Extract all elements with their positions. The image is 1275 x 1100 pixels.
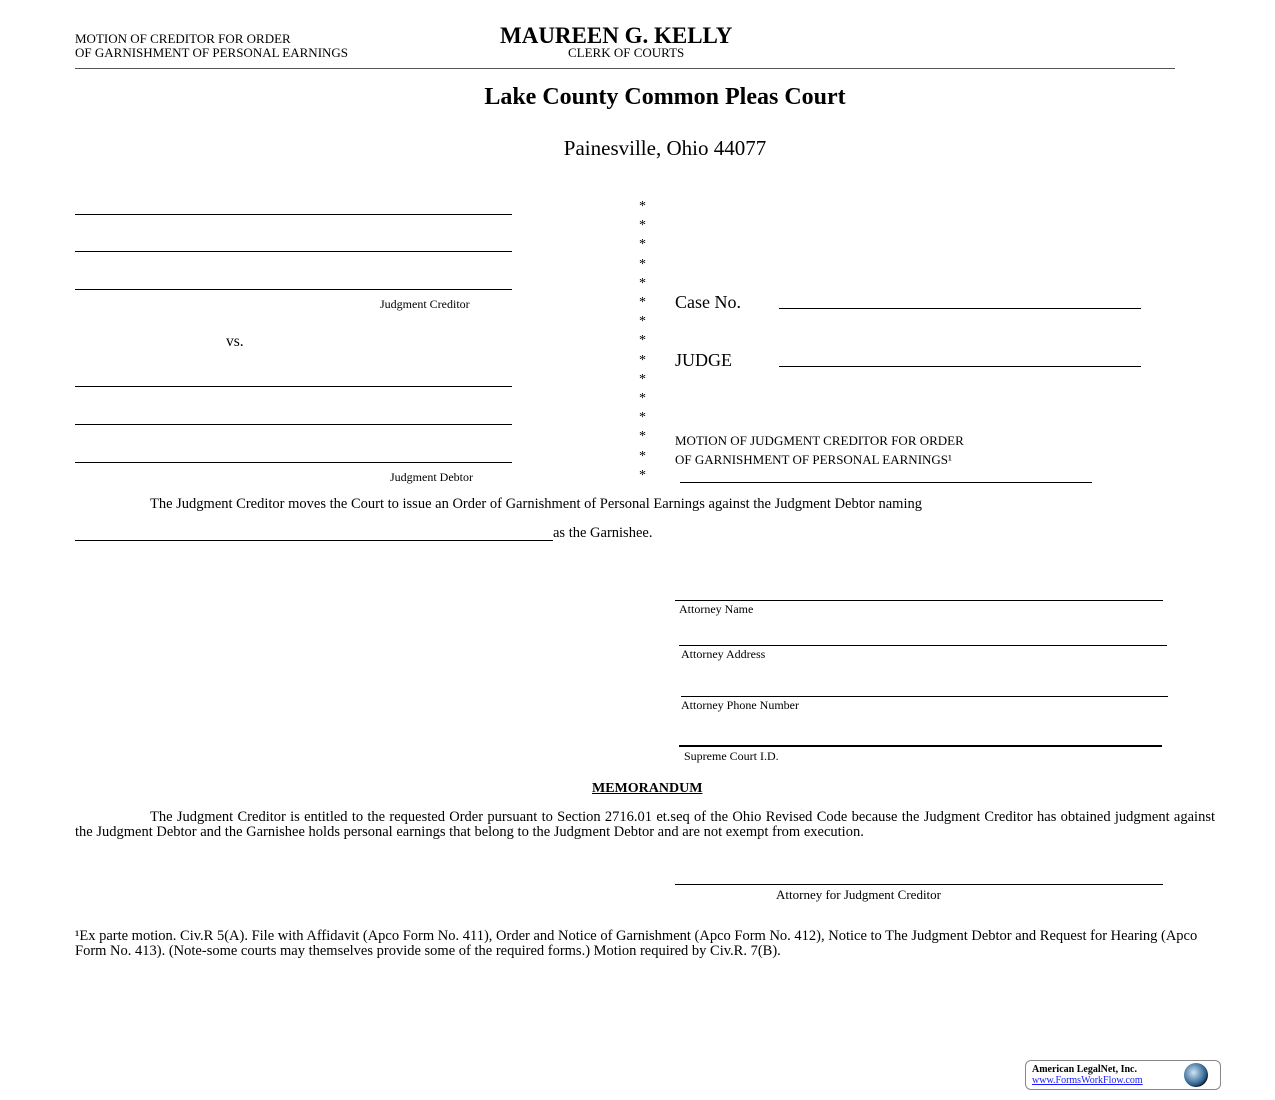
court-location: Painesville, Ohio 44077 <box>563 136 767 160</box>
logo-url[interactable]: www.FormsWorkFlow.com <box>1032 1075 1143 1086</box>
attorney-phone-field[interactable] <box>681 696 1168 697</box>
form-title-line-2: OF GARNISHMENT OF PERSONAL EARNINGS <box>75 45 349 60</box>
caption-separator-star: * <box>639 333 646 349</box>
debtor-line-2[interactable] <box>75 424 512 425</box>
clerk-name: MAUREEN G. KELLY <box>500 23 733 48</box>
debtor-line-1[interactable] <box>75 386 512 387</box>
caption-separator-star: * <box>639 410 646 426</box>
motion-title <box>675 431 964 469</box>
judgment-creditor-label: Judgment Creditor <box>380 297 470 311</box>
attorney-address-field[interactable] <box>679 645 1167 646</box>
caption-separator-star: * <box>639 314 646 330</box>
caption-separator-star: * <box>639 371 646 387</box>
form-title <box>75 32 348 60</box>
caption-separator-star: * <box>639 467 646 483</box>
judgment-debtor-label: Judgment Debtor <box>390 470 473 484</box>
attorney-phone-label: Attorney Phone Number <box>681 698 799 712</box>
caption-separator-star: * <box>639 275 646 291</box>
case-no-field[interactable] <box>779 308 1141 309</box>
motion-title-underline <box>680 482 1092 483</box>
caption-separator-star: * <box>639 429 646 445</box>
supreme-court-id-field[interactable] <box>679 745 1162 747</box>
form-title-line-1: MOTION OF CREDITOR FOR ORDER <box>75 31 291 46</box>
garnishee-text: as the Garnishee. <box>553 525 653 541</box>
supreme-court-id-label: Supreme Court I.D. <box>684 749 779 763</box>
footnote: ¹Ex parte motion. Civ.R 5(A). File with Affidavit (Apco Form No. 411), Order and Notice of Garnishment (Apco Form No. 412), Notice to The Judgment Debtor and Request for Hearing (Apco Form No. 413). (Note-some courts may themselves provide some of the required forms.) Motion required by Civ.R. 7(B). <box>75 928 1198 959</box>
vs-label: vs. <box>226 333 244 350</box>
attorney-signature-field[interactable] <box>675 884 1163 885</box>
creditor-line-3[interactable] <box>75 289 512 290</box>
creditor-line-1[interactable] <box>75 214 512 215</box>
clerk-title: CLERK OF COURTS <box>568 45 685 60</box>
caption-separator-star: * <box>639 448 646 464</box>
creditor-line-2[interactable] <box>75 251 512 252</box>
attorney-name-label: Attorney Name <box>679 602 754 616</box>
legalnet-logo[interactable] <box>1025 1060 1221 1090</box>
globe-icon <box>1184 1063 1208 1087</box>
caption-separator-star: * <box>639 352 646 368</box>
caption-separator-star: * <box>639 237 646 253</box>
motion-title-line-1: MOTION OF JUDGMENT CREDITOR FOR ORDER <box>675 433 964 448</box>
garnishee-field[interactable] <box>75 540 553 541</box>
caption-separator-star: * <box>639 199 646 214</box>
logo-company: American LegalNet, Inc. <box>1032 1064 1137 1075</box>
motion-title-line-2: OF GARNISHMENT OF PERSONAL EARNINGS¹ <box>675 452 952 467</box>
motion-text: The Judgment Creditor moves the Court to issue an Order of Garnishment of Personal Earnings against the Judgment Debtor naming <box>150 496 922 512</box>
memorandum-title: MEMORANDUM <box>592 781 703 796</box>
caption-separator-star: * <box>639 295 646 310</box>
memorandum-text: The Judgment Creditor is entitled to the requested Order pursuant to Section 2716.01 et.seq of the Ohio Revised Code because the Judgment Creditor has obtained judgment against the Judgment Debtor and the Garnishee holds personal earnings that belong to the Judgment Debtor and are not exempt from execution. <box>75 809 1215 840</box>
court-name: Lake County Common Pleas Court <box>484 84 846 110</box>
attorney-address-label: Attorney Address <box>681 647 766 661</box>
attorney-signature-label: Attorney for Judgment Creditor <box>776 887 941 902</box>
case-no-label: Case No. <box>675 292 741 312</box>
debtor-line-3[interactable] <box>75 462 512 463</box>
caption-separator-star: * <box>639 218 646 234</box>
judge-label: JUDGE <box>675 350 732 370</box>
attorney-name-field[interactable] <box>675 600 1163 601</box>
caption-separator-star: * <box>639 256 646 272</box>
caption-separator-star: * <box>639 391 646 406</box>
header-divider <box>75 68 1175 69</box>
judge-field[interactable] <box>779 366 1141 367</box>
